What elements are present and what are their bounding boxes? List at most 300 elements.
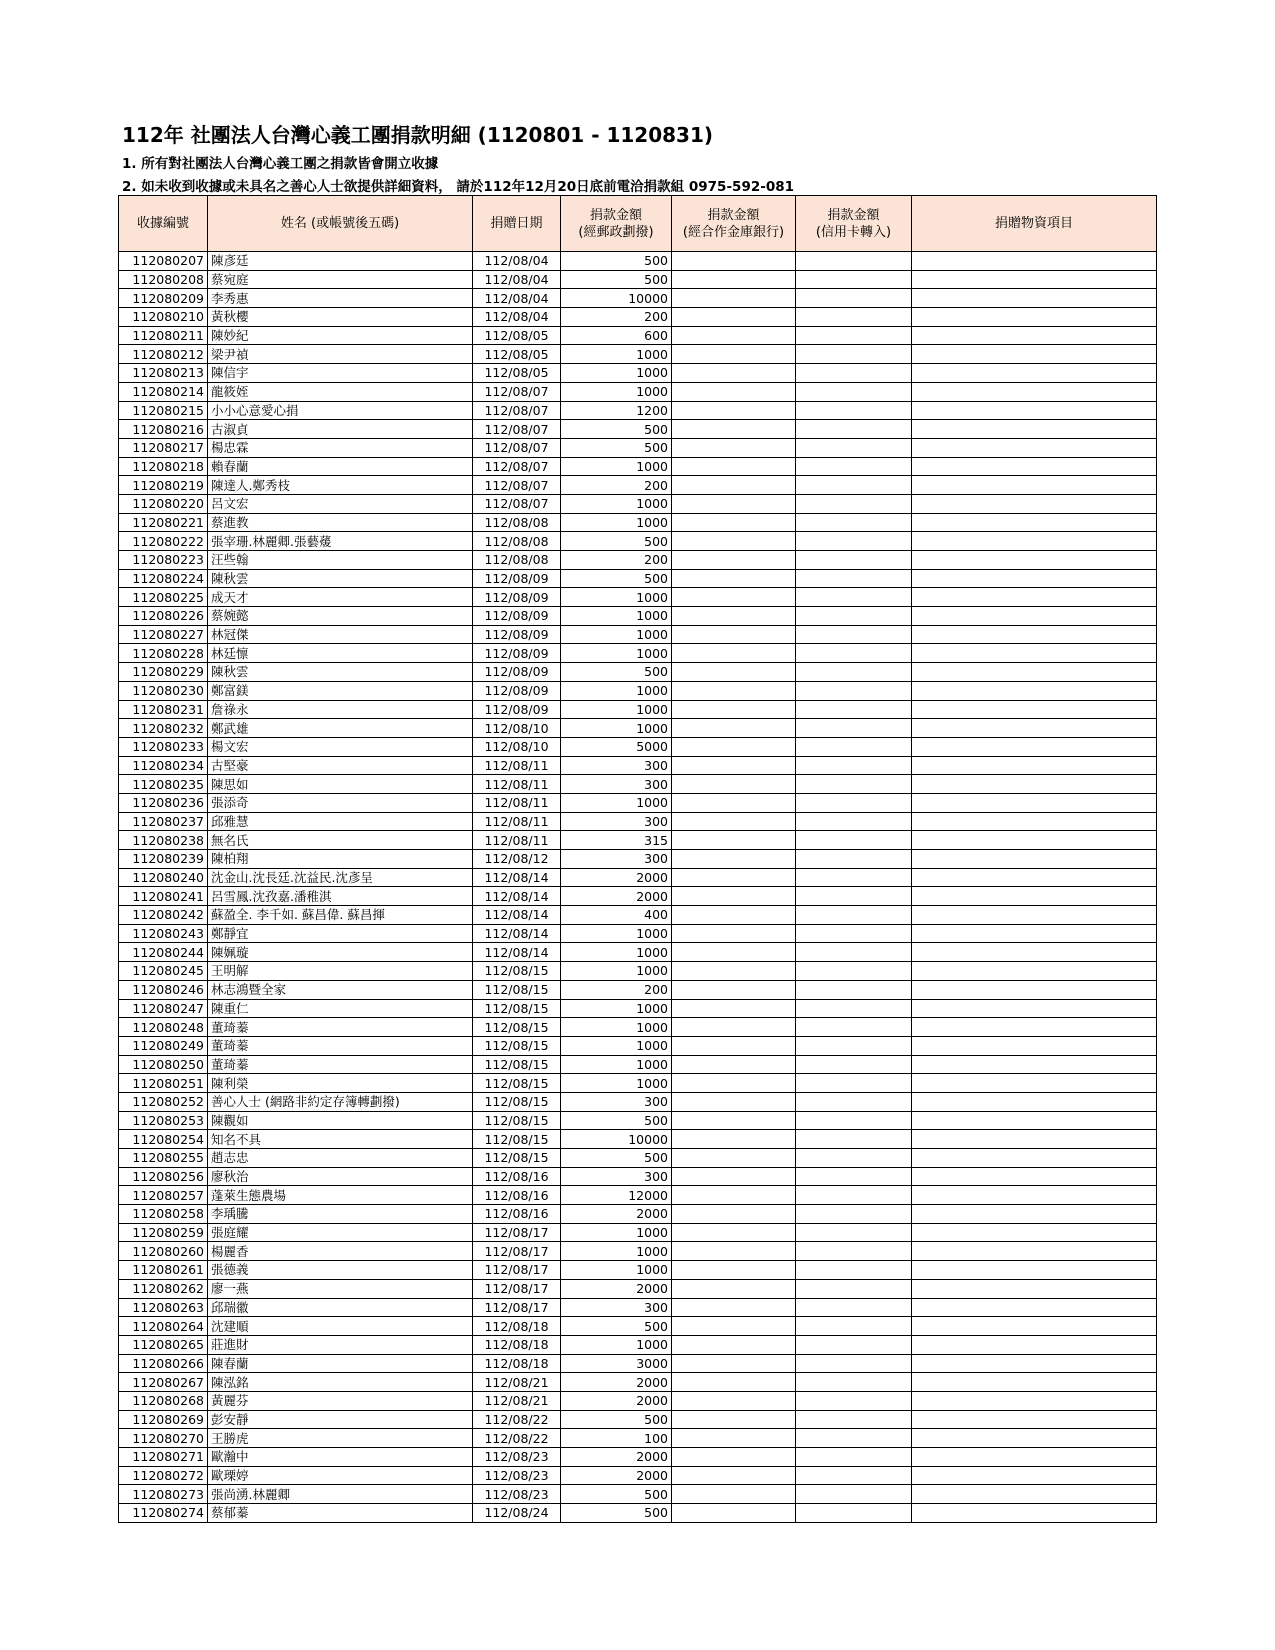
donor-name-cell: 林志鴻暨全家 bbox=[208, 980, 473, 999]
donation-date-cell: 112/08/07 bbox=[473, 476, 561, 495]
amount-postal-cell: 500 bbox=[561, 1410, 672, 1429]
receipt-no-cell: 112080247 bbox=[119, 999, 208, 1018]
donated-items-cell bbox=[912, 1074, 1157, 1093]
receipt-no-cell: 112080220 bbox=[119, 494, 208, 513]
donated-items-cell bbox=[912, 700, 1157, 719]
amount-bank-cell bbox=[672, 1391, 796, 1410]
amount-bank-cell bbox=[672, 1242, 796, 1261]
receipt-no-cell: 112080221 bbox=[119, 513, 208, 532]
receipt-no-cell: 112080211 bbox=[119, 326, 208, 345]
amount-bank-cell bbox=[672, 1448, 796, 1467]
amount-bank-cell bbox=[672, 476, 796, 495]
table-row bbox=[119, 494, 1157, 513]
amount-bank-cell bbox=[672, 775, 796, 794]
amount-credit-card-cell bbox=[796, 906, 912, 925]
amount-bank-cell bbox=[672, 1186, 796, 1205]
donor-name-cell: 歐瀚中 bbox=[208, 1448, 473, 1467]
amount-credit-card-cell bbox=[796, 494, 912, 513]
donated-items-cell bbox=[912, 719, 1157, 738]
donation-date-cell: 112/08/16 bbox=[473, 1167, 561, 1186]
donated-items-cell bbox=[912, 1261, 1157, 1280]
donation-date-cell: 112/08/15 bbox=[473, 1055, 561, 1074]
receipt-no-cell: 112080260 bbox=[119, 1242, 208, 1261]
donor-name-cell: 陳利榮 bbox=[208, 1074, 473, 1093]
donor-name-cell: 歐瑮婷 bbox=[208, 1466, 473, 1485]
donated-items-cell bbox=[912, 1242, 1157, 1261]
donor-name-cell: 龍筱姪 bbox=[208, 382, 473, 401]
amount-postal-cell: 200 bbox=[561, 308, 672, 327]
receipt-no-cell: 112080265 bbox=[119, 1335, 208, 1354]
table-row bbox=[119, 1092, 1157, 1111]
donation-date-cell: 112/08/14 bbox=[473, 887, 561, 906]
amount-credit-card-cell bbox=[796, 457, 912, 476]
amount-postal-cell: 500 bbox=[561, 1111, 672, 1130]
amount-bank-cell bbox=[672, 382, 796, 401]
amount-credit-card-cell bbox=[796, 420, 912, 439]
donated-items-cell bbox=[912, 943, 1157, 962]
amount-postal-cell: 1000 bbox=[561, 681, 672, 700]
donation-date-cell: 112/08/09 bbox=[473, 700, 561, 719]
donor-name-cell: 善心人士 (網路非約定存簿轉劃撥) bbox=[208, 1092, 473, 1111]
amount-postal-cell: 1000 bbox=[561, 1055, 672, 1074]
table-row bbox=[119, 1149, 1157, 1168]
receipt-no-cell: 112080219 bbox=[119, 476, 208, 495]
amount-credit-card-cell bbox=[796, 1167, 912, 1186]
amount-bank-cell bbox=[672, 1504, 796, 1523]
donation-date-cell: 112/08/12 bbox=[473, 850, 561, 869]
donor-name-cell: 陳觀如 bbox=[208, 1111, 473, 1130]
donated-items-cell bbox=[912, 1391, 1157, 1410]
table-row bbox=[119, 943, 1157, 962]
table-row bbox=[119, 1391, 1157, 1410]
amount-bank-cell bbox=[672, 756, 796, 775]
donation-date-cell: 112/08/11 bbox=[473, 775, 561, 794]
amount-bank-cell bbox=[672, 401, 796, 420]
donation-date-cell: 112/08/09 bbox=[473, 607, 561, 626]
donor-name-cell: 呂雪鳳.沈孜嘉.潘稚淇 bbox=[208, 887, 473, 906]
donor-name-cell: 廖一燕 bbox=[208, 1279, 473, 1298]
receipt-no-cell: 112080262 bbox=[119, 1279, 208, 1298]
amount-bank-cell bbox=[672, 326, 796, 345]
amount-credit-card-cell bbox=[796, 775, 912, 794]
donated-items-cell bbox=[912, 831, 1157, 850]
table-row bbox=[119, 1354, 1157, 1373]
donation-date-cell: 112/08/17 bbox=[473, 1298, 561, 1317]
table-row bbox=[119, 569, 1157, 588]
amount-postal-cell: 1000 bbox=[561, 625, 672, 644]
table-row bbox=[119, 1317, 1157, 1336]
amount-postal-cell: 100 bbox=[561, 1429, 672, 1448]
table-row bbox=[119, 868, 1157, 887]
table-row bbox=[119, 906, 1157, 925]
donation-date-cell: 112/08/04 bbox=[473, 252, 561, 271]
receipt-no-cell: 112080210 bbox=[119, 308, 208, 327]
amount-postal-cell: 500 bbox=[561, 1149, 672, 1168]
amount-postal-cell: 1000 bbox=[561, 719, 672, 738]
amount-credit-card-cell bbox=[796, 345, 912, 364]
donor-name-cell: 陳秋雲 bbox=[208, 569, 473, 588]
table-row bbox=[119, 1335, 1157, 1354]
donated-items-cell bbox=[912, 438, 1157, 457]
table-row bbox=[119, 625, 1157, 644]
amount-credit-card-cell bbox=[796, 607, 912, 626]
header-receipt-no: 收據編號 bbox=[119, 196, 208, 252]
table-row bbox=[119, 924, 1157, 943]
donated-items-cell bbox=[912, 345, 1157, 364]
amount-bank-cell bbox=[672, 551, 796, 570]
donation-date-cell: 112/08/05 bbox=[473, 326, 561, 345]
donor-name-cell: 彭安靜 bbox=[208, 1410, 473, 1429]
donation-date-cell: 112/08/07 bbox=[473, 438, 561, 457]
donation-date-cell: 112/08/08 bbox=[473, 513, 561, 532]
amount-postal-cell: 10000 bbox=[561, 289, 672, 308]
amount-credit-card-cell bbox=[796, 1391, 912, 1410]
donor-name-cell: 蔡婉懿 bbox=[208, 607, 473, 626]
amount-postal-cell: 1000 bbox=[561, 1261, 672, 1280]
donation-date-cell: 112/08/15 bbox=[473, 1092, 561, 1111]
donation-date-cell: 112/08/15 bbox=[473, 999, 561, 1018]
amount-postal-cell: 2000 bbox=[561, 887, 672, 906]
header-donated-items: 捐贈物資項目 bbox=[912, 196, 1157, 252]
amount-credit-card-cell bbox=[796, 831, 912, 850]
donated-items-cell bbox=[912, 906, 1157, 925]
donor-name-cell: 蔡進教 bbox=[208, 513, 473, 532]
receipt-no-cell: 112080267 bbox=[119, 1373, 208, 1392]
donated-items-cell bbox=[912, 476, 1157, 495]
table-row bbox=[119, 1242, 1157, 1261]
donation-date-cell: 112/08/14 bbox=[473, 924, 561, 943]
amount-credit-card-cell bbox=[796, 289, 912, 308]
donor-name-cell: 陳春蘭 bbox=[208, 1354, 473, 1373]
table-row bbox=[119, 775, 1157, 794]
donor-name-cell: 陳泓銘 bbox=[208, 1373, 473, 1392]
amount-credit-card-cell bbox=[796, 1298, 912, 1317]
donation-date-cell: 112/08/10 bbox=[473, 737, 561, 756]
donation-date-cell: 112/08/18 bbox=[473, 1317, 561, 1336]
donor-name-cell: 知名不具 bbox=[208, 1130, 473, 1149]
amount-postal-cell: 1200 bbox=[561, 401, 672, 420]
donation-date-cell: 112/08/22 bbox=[473, 1410, 561, 1429]
amount-credit-card-cell bbox=[796, 999, 912, 1018]
receipt-no-cell: 112080251 bbox=[119, 1074, 208, 1093]
receipt-no-cell: 112080215 bbox=[119, 401, 208, 420]
amount-credit-card-cell bbox=[796, 364, 912, 383]
amount-postal-cell: 1000 bbox=[561, 457, 672, 476]
donor-name-cell: 詹祿永 bbox=[208, 700, 473, 719]
donated-items-cell bbox=[912, 775, 1157, 794]
table-row bbox=[119, 1298, 1157, 1317]
amount-credit-card-cell bbox=[796, 700, 912, 719]
header-amount-credit-card: 捐款金額 (信用卡轉入) bbox=[796, 196, 912, 252]
amount-credit-card-cell bbox=[796, 1036, 912, 1055]
donor-name-cell: 陳彥廷 bbox=[208, 252, 473, 271]
amount-bank-cell bbox=[672, 644, 796, 663]
receipt-no-cell: 112080214 bbox=[119, 382, 208, 401]
amount-credit-card-cell bbox=[796, 756, 912, 775]
donor-name-cell: 張宰珊.林麗卿.張藝蕿 bbox=[208, 532, 473, 551]
amount-postal-cell: 1000 bbox=[561, 644, 672, 663]
note-contact: 2. 如未收到收據或未具名之善心人士欲提供詳細資料， 請於112年12月20日底前電洽捐款組 0975-592-081 bbox=[122, 179, 795, 195]
donated-items-cell bbox=[912, 1354, 1157, 1373]
receipt-no-cell: 112080229 bbox=[119, 663, 208, 682]
amount-postal-cell: 300 bbox=[561, 1092, 672, 1111]
donation-date-cell: 112/08/09 bbox=[473, 663, 561, 682]
amount-postal-cell: 500 bbox=[561, 569, 672, 588]
receipt-no-cell: 112080274 bbox=[119, 1504, 208, 1523]
table-row bbox=[119, 420, 1157, 439]
amount-credit-card-cell bbox=[796, 943, 912, 962]
table-row bbox=[119, 252, 1157, 271]
table-row bbox=[119, 270, 1157, 289]
donated-items-cell bbox=[912, 1223, 1157, 1242]
table-row bbox=[119, 1055, 1157, 1074]
donated-items-cell bbox=[912, 1130, 1157, 1149]
amount-postal-cell: 2000 bbox=[561, 1466, 672, 1485]
donated-items-cell bbox=[912, 457, 1157, 476]
donor-name-cell: 梁尹禎 bbox=[208, 345, 473, 364]
amount-postal-cell: 300 bbox=[561, 1167, 672, 1186]
donated-items-cell bbox=[912, 924, 1157, 943]
amount-credit-card-cell bbox=[796, 1485, 912, 1504]
table-row bbox=[119, 980, 1157, 999]
donor-name-cell: 林冠傑 bbox=[208, 625, 473, 644]
donated-items-cell bbox=[912, 1018, 1157, 1037]
donor-name-cell: 賴春蘭 bbox=[208, 457, 473, 476]
amount-credit-card-cell bbox=[796, 476, 912, 495]
amount-bank-cell bbox=[672, 1317, 796, 1336]
donor-name-cell: 陳柏翔 bbox=[208, 850, 473, 869]
amount-postal-cell: 1000 bbox=[561, 1074, 672, 1093]
donation-date-cell: 112/08/15 bbox=[473, 1149, 561, 1168]
receipt-no-cell: 112080224 bbox=[119, 569, 208, 588]
amount-credit-card-cell bbox=[796, 1074, 912, 1093]
amount-bank-cell bbox=[672, 438, 796, 457]
donation-date-cell: 112/08/18 bbox=[473, 1335, 561, 1354]
receipt-no-cell: 112080249 bbox=[119, 1036, 208, 1055]
receipt-no-cell: 112080246 bbox=[119, 980, 208, 999]
receipt-no-cell: 112080271 bbox=[119, 1448, 208, 1467]
table-row bbox=[119, 401, 1157, 420]
receipt-no-cell: 112080261 bbox=[119, 1261, 208, 1280]
amount-bank-cell bbox=[672, 625, 796, 644]
amount-postal-cell: 1000 bbox=[561, 793, 672, 812]
amount-credit-card-cell bbox=[796, 1018, 912, 1037]
donation-date-cell: 112/08/15 bbox=[473, 1074, 561, 1093]
amount-bank-cell bbox=[672, 681, 796, 700]
table-row bbox=[119, 663, 1157, 682]
amount-credit-card-cell bbox=[796, 737, 912, 756]
donated-items-cell bbox=[912, 1466, 1157, 1485]
donor-name-cell: 黃麗芬 bbox=[208, 1391, 473, 1410]
receipt-no-cell: 112080243 bbox=[119, 924, 208, 943]
amount-bank-cell bbox=[672, 607, 796, 626]
receipt-no-cell: 112080237 bbox=[119, 812, 208, 831]
receipt-no-cell: 112080266 bbox=[119, 1354, 208, 1373]
donated-items-cell bbox=[912, 625, 1157, 644]
receipt-no-cell: 112080225 bbox=[119, 588, 208, 607]
receipt-no-cell: 112080233 bbox=[119, 737, 208, 756]
amount-postal-cell: 300 bbox=[561, 775, 672, 794]
table-row bbox=[119, 345, 1157, 364]
amount-credit-card-cell bbox=[796, 1223, 912, 1242]
receipt-no-cell: 112080230 bbox=[119, 681, 208, 700]
donation-date-cell: 112/08/16 bbox=[473, 1186, 561, 1205]
receipt-no-cell: 112080254 bbox=[119, 1130, 208, 1149]
receipt-no-cell: 112080257 bbox=[119, 1186, 208, 1205]
amount-bank-cell bbox=[672, 569, 796, 588]
note-receipt: 1. 所有對社團法人台灣心義工團之捐款皆會開立收據 bbox=[122, 156, 439, 172]
receipt-no-cell: 112080236 bbox=[119, 793, 208, 812]
donor-name-cell: 呂文宏 bbox=[208, 494, 473, 513]
table-row bbox=[119, 326, 1157, 345]
amount-credit-card-cell bbox=[796, 1335, 912, 1354]
donation-date-cell: 112/08/24 bbox=[473, 1504, 561, 1523]
amount-bank-cell bbox=[672, 1410, 796, 1429]
table-row bbox=[119, 1130, 1157, 1149]
receipt-no-cell: 112080255 bbox=[119, 1149, 208, 1168]
amount-credit-card-cell bbox=[796, 924, 912, 943]
donation-date-cell: 112/08/16 bbox=[473, 1205, 561, 1224]
amount-credit-card-cell bbox=[796, 308, 912, 327]
donated-items-cell bbox=[912, 532, 1157, 551]
amount-bank-cell bbox=[672, 1279, 796, 1298]
amount-credit-card-cell bbox=[796, 532, 912, 551]
donor-name-cell: 邱瑞徽 bbox=[208, 1298, 473, 1317]
donor-name-cell: 鄭武雄 bbox=[208, 719, 473, 738]
amount-credit-card-cell bbox=[796, 1429, 912, 1448]
table-row bbox=[119, 382, 1157, 401]
amount-bank-cell bbox=[672, 289, 796, 308]
donation-date-cell: 112/08/21 bbox=[473, 1391, 561, 1410]
amount-postal-cell: 1000 bbox=[561, 382, 672, 401]
donated-items-cell bbox=[912, 868, 1157, 887]
donated-items-cell bbox=[912, 1279, 1157, 1298]
table-row bbox=[119, 1018, 1157, 1037]
amount-credit-card-cell bbox=[796, 1055, 912, 1074]
amount-bank-cell bbox=[672, 345, 796, 364]
donated-items-cell bbox=[912, 644, 1157, 663]
amount-credit-card-cell bbox=[796, 719, 912, 738]
donation-date-cell: 112/08/17 bbox=[473, 1223, 561, 1242]
table-row bbox=[119, 438, 1157, 457]
donated-items-cell bbox=[912, 1429, 1157, 1448]
donor-name-cell: 鄭富鎂 bbox=[208, 681, 473, 700]
amount-bank-cell bbox=[672, 494, 796, 513]
amount-postal-cell: 500 bbox=[561, 438, 672, 457]
donated-items-cell bbox=[912, 569, 1157, 588]
amount-bank-cell bbox=[672, 943, 796, 962]
donated-items-cell bbox=[912, 1111, 1157, 1130]
donated-items-cell bbox=[912, 1410, 1157, 1429]
table-row bbox=[119, 1074, 1157, 1093]
amount-bank-cell bbox=[672, 906, 796, 925]
donation-date-cell: 112/08/04 bbox=[473, 308, 561, 327]
donor-name-cell: 張德義 bbox=[208, 1261, 473, 1280]
donor-name-cell: 林廷懔 bbox=[208, 644, 473, 663]
receipt-no-cell: 112080269 bbox=[119, 1410, 208, 1429]
amount-postal-cell: 500 bbox=[561, 420, 672, 439]
table-row bbox=[119, 513, 1157, 532]
amount-postal-cell: 300 bbox=[561, 812, 672, 831]
donated-items-cell bbox=[912, 252, 1157, 271]
table-row bbox=[119, 457, 1157, 476]
donation-date-cell: 112/08/15 bbox=[473, 980, 561, 999]
amount-bank-cell bbox=[672, 1466, 796, 1485]
amount-credit-card-cell bbox=[796, 1279, 912, 1298]
donated-items-cell bbox=[912, 793, 1157, 812]
table-row bbox=[119, 850, 1157, 869]
table-row bbox=[119, 793, 1157, 812]
amount-credit-card-cell bbox=[796, 1261, 912, 1280]
donated-items-cell bbox=[912, 1335, 1157, 1354]
donated-items-cell bbox=[912, 1373, 1157, 1392]
table-row bbox=[119, 831, 1157, 850]
table-row bbox=[119, 1466, 1157, 1485]
amount-credit-card-cell bbox=[796, 401, 912, 420]
amount-bank-cell bbox=[672, 887, 796, 906]
donated-items-cell bbox=[912, 308, 1157, 327]
header-date: 捐贈日期 bbox=[473, 196, 561, 252]
table-row bbox=[119, 812, 1157, 831]
amount-credit-card-cell bbox=[796, 1373, 912, 1392]
amount-postal-cell: 1000 bbox=[561, 1223, 672, 1242]
donation-date-cell: 112/08/22 bbox=[473, 1429, 561, 1448]
amount-bank-cell bbox=[672, 719, 796, 738]
donated-items-cell bbox=[912, 999, 1157, 1018]
amount-credit-card-cell bbox=[796, 1504, 912, 1523]
amount-bank-cell bbox=[672, 1055, 796, 1074]
amount-credit-card-cell bbox=[796, 663, 912, 682]
table-row bbox=[119, 1205, 1157, 1224]
receipt-no-cell: 112080217 bbox=[119, 438, 208, 457]
amount-postal-cell: 200 bbox=[561, 551, 672, 570]
amount-postal-cell: 500 bbox=[561, 270, 672, 289]
amount-credit-card-cell bbox=[796, 812, 912, 831]
donation-date-cell: 112/08/11 bbox=[473, 756, 561, 775]
amount-bank-cell bbox=[672, 812, 796, 831]
amount-bank-cell bbox=[672, 1149, 796, 1168]
donated-items-cell bbox=[912, 382, 1157, 401]
receipt-no-cell: 112080238 bbox=[119, 831, 208, 850]
amount-postal-cell: 1000 bbox=[561, 1242, 672, 1261]
donated-items-cell bbox=[912, 1036, 1157, 1055]
donor-name-cell: 無名氏 bbox=[208, 831, 473, 850]
donor-name-cell: 蘇盈全. 李千如. 蘇昌偉. 蘇昌揮 bbox=[208, 906, 473, 925]
donation-date-cell: 112/08/07 bbox=[473, 457, 561, 476]
donor-name-cell: 蔡郁蓁 bbox=[208, 1504, 473, 1523]
amount-credit-card-cell bbox=[796, 1317, 912, 1336]
donor-name-cell: 莊進財 bbox=[208, 1335, 473, 1354]
receipt-no-cell: 112080244 bbox=[119, 943, 208, 962]
donation-table bbox=[118, 195, 1157, 1523]
amount-postal-cell: 1000 bbox=[561, 588, 672, 607]
donor-name-cell: 陳重仁 bbox=[208, 999, 473, 1018]
amount-credit-card-cell bbox=[796, 326, 912, 345]
amount-postal-cell: 1000 bbox=[561, 1018, 672, 1037]
table-row bbox=[119, 1167, 1157, 1186]
amount-postal-cell: 2000 bbox=[561, 1391, 672, 1410]
donor-name-cell: 李瑀騰 bbox=[208, 1205, 473, 1224]
donor-name-cell: 陳秋雲 bbox=[208, 663, 473, 682]
table-row bbox=[119, 1504, 1157, 1523]
header-amount-postal: 捐款金額 (經郵政劃撥) bbox=[561, 196, 672, 252]
amount-credit-card-cell bbox=[796, 962, 912, 981]
receipt-no-cell: 112080245 bbox=[119, 962, 208, 981]
table-row bbox=[119, 289, 1157, 308]
donated-items-cell bbox=[912, 962, 1157, 981]
amount-postal-cell: 500 bbox=[561, 1317, 672, 1336]
receipt-no-cell: 112080256 bbox=[119, 1167, 208, 1186]
